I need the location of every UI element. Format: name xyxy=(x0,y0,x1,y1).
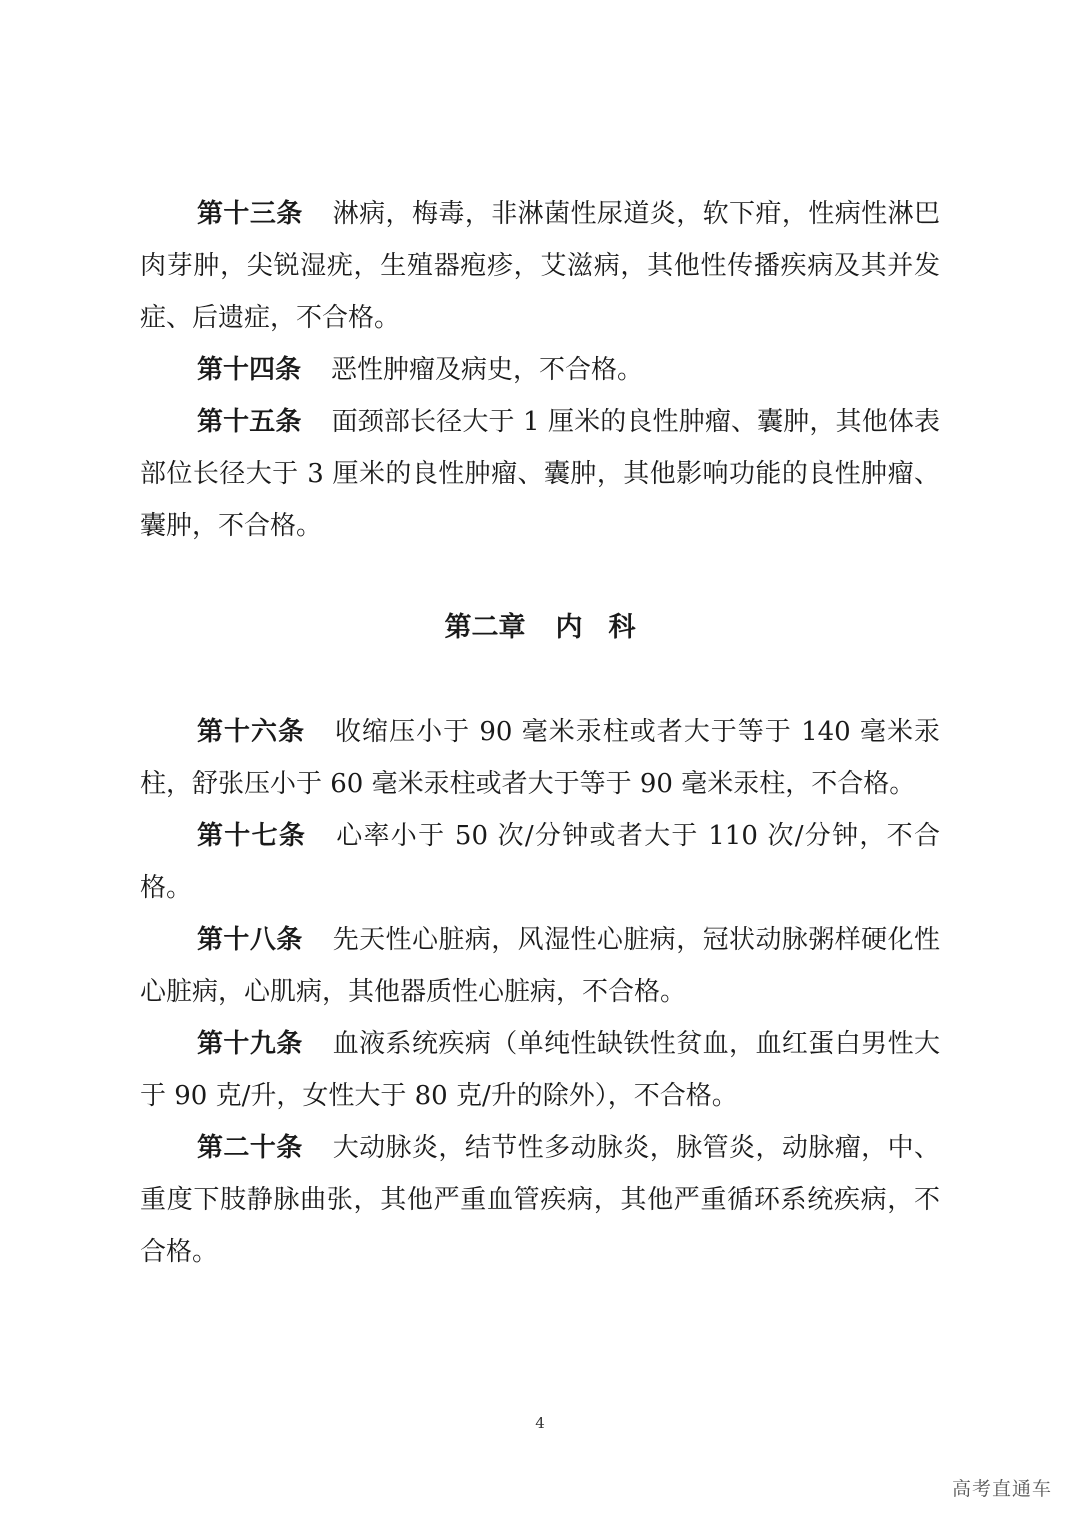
article-text: 血液系统疾病（单纯性缺铁性贫血，血红蛋白男性大于 90 克/升，女性大于 80 克/升的除外），不合格。 xyxy=(140,1029,940,1111)
watermark-text: 高考直通车 xyxy=(951,1478,1052,1500)
document-page xyxy=(140,188,940,1278)
article-text: 面颈部长径大于 1 厘米的良性肿瘤、囊肿，其他体表部位长径大于 3 厘米的良性肿瘤、囊肿，其他影响功能的良性肿瘤、囊肿，不合格。 xyxy=(140,407,940,541)
article-text: 心率小于 50 次/分钟或者大于 110 次/分钟，不合格。 xyxy=(140,821,940,903)
article-18 xyxy=(140,914,940,1018)
article-title: 第十七条 xyxy=(197,821,307,851)
article-text: 收缩压小于 90 毫米汞柱或者大于等于 140 毫米汞柱，舒张压小于 60 毫米汞柱或者大于等于 90 毫米汞柱，不合格。 xyxy=(140,717,940,799)
article-15 xyxy=(140,396,940,552)
article-text: 淋病，梅毒，非淋菌性尿道炎，软下疳，性病性淋巴肉芽肿，尖锐湿疣，生殖器疱疹，艾滋病，其他性传播疾病及其并发症、后遗症，不合格。 xyxy=(140,199,940,333)
article-19 xyxy=(140,1018,940,1122)
chapter-name-part1: 内 xyxy=(555,612,583,643)
chapter-name-part2: 科 xyxy=(608,612,636,643)
article-20 xyxy=(140,1122,940,1278)
article-17 xyxy=(140,810,940,914)
article-14 xyxy=(140,344,940,396)
article-title: 第二十条 xyxy=(197,1133,303,1163)
article-title: 第十五条 xyxy=(197,407,302,437)
page-number: 4 xyxy=(535,1414,545,1432)
article-title: 第十九条 xyxy=(197,1029,303,1059)
chapter-number: 第二章 xyxy=(444,612,526,643)
article-title: 第十四条 xyxy=(197,355,302,385)
article-title: 第十六条 xyxy=(197,717,306,747)
article-text: 先天性心脏病，风湿性心脏病，冠状动脉粥样硬化性心脏病，心肌病，其他器质性心脏病，不合格。 xyxy=(140,925,940,1007)
article-13 xyxy=(140,188,940,344)
article-text: 大动脉炎，结节性多动脉炎，脉管炎，动脉瘤，中、重度下肢静脉曲张，其他严重血管疾病，其他严重循环系统疾病，不合格。 xyxy=(140,1133,940,1267)
article-title: 第十八条 xyxy=(197,925,303,955)
article-text: 恶性肿瘤及病史，不合格。 xyxy=(331,355,644,385)
chapter-heading xyxy=(140,602,940,654)
article-title: 第十三条 xyxy=(197,199,303,229)
article-16 xyxy=(140,706,940,810)
